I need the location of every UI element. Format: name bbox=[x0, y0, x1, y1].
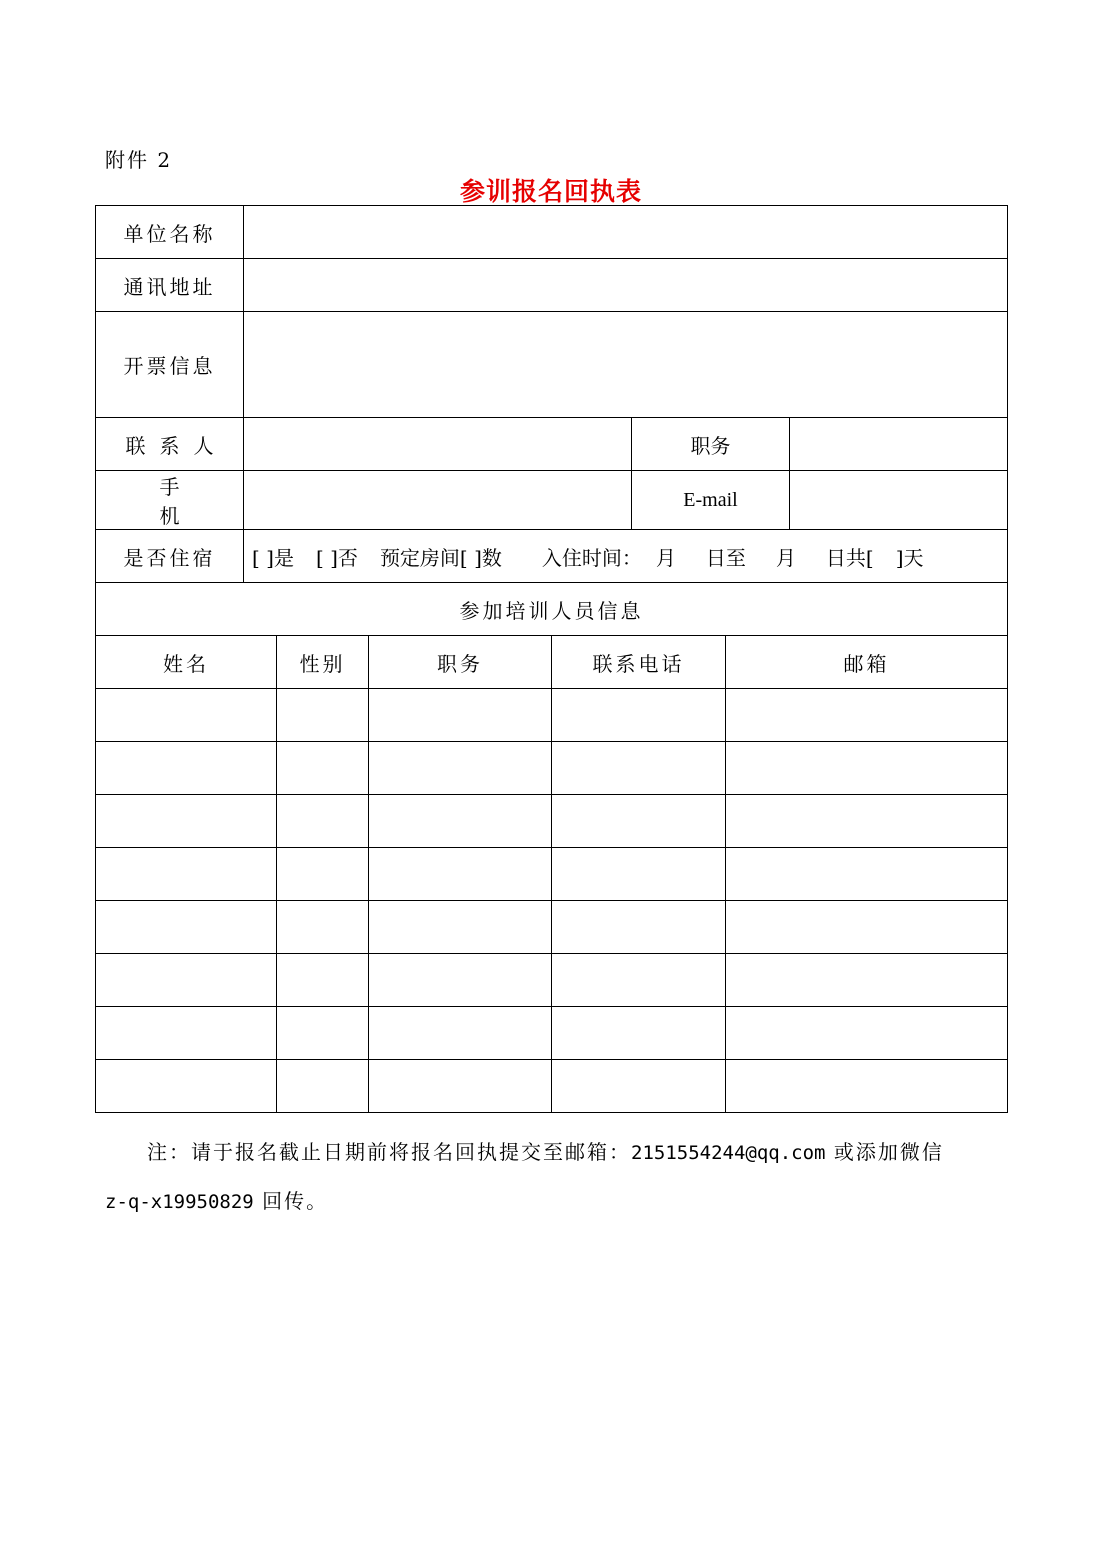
participants-header-row bbox=[96, 636, 1008, 689]
participant-name-cell[interactable] bbox=[96, 954, 277, 1007]
checkin-label: 入住时间： bbox=[541, 545, 642, 570]
mobile-label: 手机 bbox=[96, 471, 244, 530]
attachment-label: 附件 2 bbox=[105, 148, 173, 172]
participant-position-cell[interactable] bbox=[369, 742, 552, 795]
participant-phone-cell[interactable] bbox=[552, 1060, 726, 1113]
participant-phone-cell[interactable] bbox=[552, 1007, 726, 1060]
checkout-month-label: 月 bbox=[775, 545, 796, 570]
days-unit-label: ]天 bbox=[895, 545, 924, 570]
participant-email-cell[interactable] bbox=[726, 1007, 1008, 1060]
footnote-suffix: 回传。 bbox=[262, 1189, 329, 1213]
participant-email-cell[interactable] bbox=[726, 742, 1008, 795]
registration-form bbox=[95, 205, 1008, 1113]
footnote-wechat-text: 或添加微信 bbox=[833, 1140, 944, 1164]
participant-email-cell[interactable] bbox=[726, 1060, 1008, 1113]
contact-label: 联系人 bbox=[96, 418, 244, 471]
participant-email-cell[interactable] bbox=[726, 901, 1008, 954]
contact-field[interactable] bbox=[244, 418, 632, 471]
participant-name-cell[interactable] bbox=[96, 848, 277, 901]
footnote bbox=[105, 1128, 985, 1226]
address-field[interactable] bbox=[244, 259, 1008, 312]
participant-gender-cell[interactable] bbox=[277, 848, 369, 901]
checkin-day-to-label: 日至 bbox=[705, 545, 746, 570]
participant-email-cell[interactable] bbox=[726, 954, 1008, 1007]
participant-gender-cell[interactable] bbox=[277, 901, 369, 954]
lodging-options[interactable] bbox=[244, 530, 1008, 583]
participant-name-cell[interactable] bbox=[96, 901, 277, 954]
participant-row bbox=[96, 901, 1008, 954]
participant-email-cell[interactable] bbox=[726, 689, 1008, 742]
lodging-label: 是否住宿 bbox=[96, 530, 244, 583]
participant-row bbox=[96, 689, 1008, 742]
participant-email-cell[interactable] bbox=[726, 848, 1008, 901]
participant-row bbox=[96, 848, 1008, 901]
participant-gender-cell[interactable] bbox=[277, 1007, 369, 1060]
email-field[interactable] bbox=[790, 471, 1008, 530]
unit-name-field[interactable] bbox=[244, 206, 1008, 259]
column-gender-header: 性别 bbox=[277, 636, 369, 689]
lodging-no-option[interactable]: [ ]否 bbox=[315, 545, 358, 570]
participant-position-cell[interactable] bbox=[369, 1007, 552, 1060]
row-lodging bbox=[96, 530, 1008, 583]
participant-row bbox=[96, 742, 1008, 795]
row-mobile bbox=[96, 471, 1008, 530]
participant-row bbox=[96, 954, 1008, 1007]
participant-gender-cell[interactable] bbox=[277, 954, 369, 1007]
row-participants-title bbox=[96, 583, 1008, 636]
room-count-field[interactable]: 预定房间[ ]数 bbox=[379, 545, 502, 570]
row-invoice bbox=[96, 312, 1008, 418]
invoice-field[interactable] bbox=[244, 312, 1008, 418]
participant-position-cell[interactable] bbox=[369, 795, 552, 848]
participant-phone-cell[interactable] bbox=[552, 689, 726, 742]
footnote-prefix: 注：请于报名截止日期前将报名回执提交至邮箱： bbox=[147, 1140, 631, 1164]
footnote-line-1 bbox=[105, 1128, 985, 1177]
mobile-field[interactable] bbox=[244, 471, 632, 530]
days-total-label: 日共[ bbox=[825, 545, 874, 570]
row-address bbox=[96, 259, 1008, 312]
lodging-yes-option[interactable]: [ ]是 bbox=[252, 545, 294, 570]
address-label: 通讯地址 bbox=[96, 259, 244, 312]
participant-name-cell[interactable] bbox=[96, 795, 277, 848]
participant-position-cell[interactable] bbox=[369, 689, 552, 742]
participant-phone-cell[interactable] bbox=[552, 742, 726, 795]
participant-position-cell[interactable] bbox=[369, 901, 552, 954]
wechat-id: z-q-x19950829 bbox=[105, 1191, 254, 1213]
participant-name-cell[interactable] bbox=[96, 689, 277, 742]
participant-gender-cell[interactable] bbox=[277, 689, 369, 742]
participant-row bbox=[96, 1007, 1008, 1060]
participant-phone-cell[interactable] bbox=[552, 954, 726, 1007]
participant-phone-cell[interactable] bbox=[552, 795, 726, 848]
contact-email: 2151554244@qq.com bbox=[631, 1142, 826, 1164]
participant-position-cell[interactable] bbox=[369, 1060, 552, 1113]
participant-position-cell[interactable] bbox=[369, 848, 552, 901]
column-phone-header: 联系电话 bbox=[552, 636, 726, 689]
column-email-header: 邮箱 bbox=[726, 636, 1008, 689]
column-name-header: 姓名 bbox=[96, 636, 277, 689]
page-title: 参训报名回执表 bbox=[459, 177, 642, 206]
participant-gender-cell[interactable] bbox=[277, 1060, 369, 1113]
position-label: 职务 bbox=[632, 418, 790, 471]
participant-row bbox=[96, 1060, 1008, 1113]
participant-gender-cell[interactable] bbox=[277, 795, 369, 848]
participant-name-cell[interactable] bbox=[96, 1060, 277, 1113]
footnote-line-2 bbox=[105, 1177, 985, 1226]
email-label: E-mail bbox=[632, 471, 790, 530]
checkin-month-label: 月 bbox=[655, 545, 676, 570]
participant-email-cell[interactable] bbox=[726, 795, 1008, 848]
participant-name-cell[interactable] bbox=[96, 742, 277, 795]
row-contact bbox=[96, 418, 1008, 471]
invoice-label: 开票信息 bbox=[96, 312, 244, 418]
participant-gender-cell[interactable] bbox=[277, 742, 369, 795]
participant-position-cell[interactable] bbox=[369, 954, 552, 1007]
participant-phone-cell[interactable] bbox=[552, 848, 726, 901]
participant-phone-cell[interactable] bbox=[552, 901, 726, 954]
participant-row bbox=[96, 795, 1008, 848]
participants-title: 参加培训人员信息 bbox=[96, 583, 1008, 636]
column-position-header: 职务 bbox=[369, 636, 552, 689]
participant-name-cell[interactable] bbox=[96, 1007, 277, 1060]
unit-name-label: 单位名称 bbox=[96, 206, 244, 259]
row-unit-name bbox=[96, 206, 1008, 259]
position-field[interactable] bbox=[790, 418, 1008, 471]
